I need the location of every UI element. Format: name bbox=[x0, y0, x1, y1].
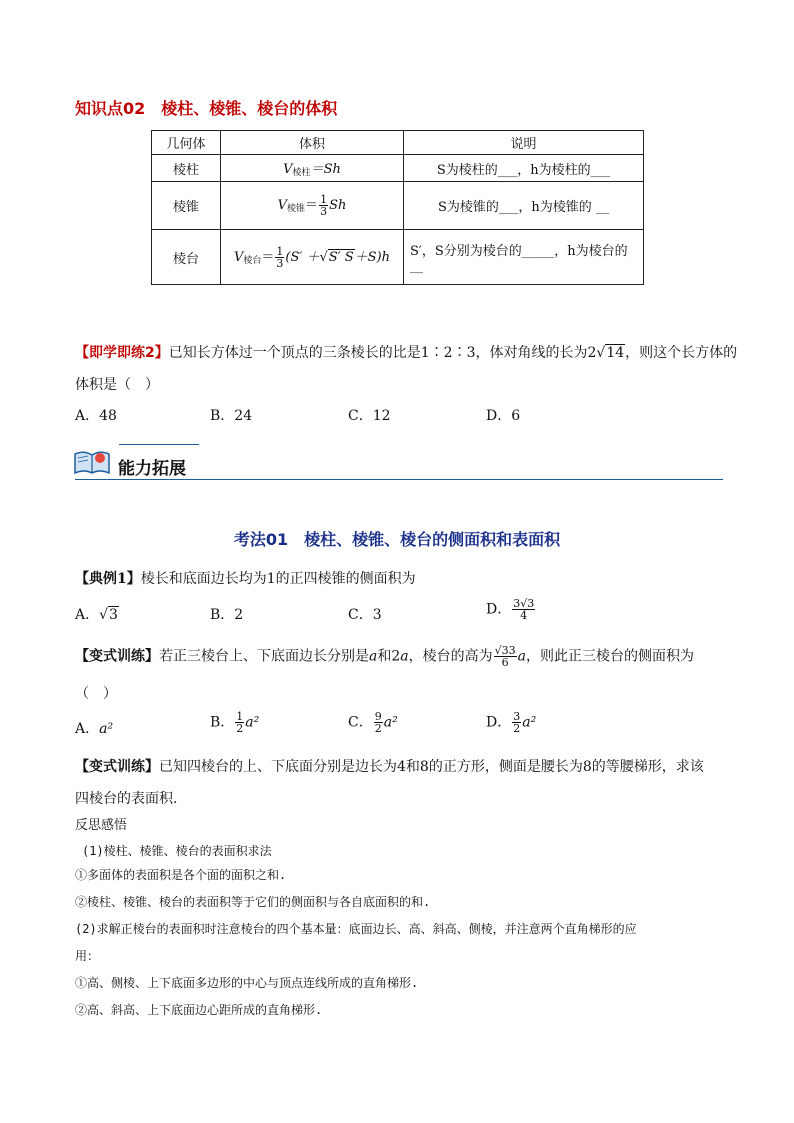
banner-rule bbox=[75, 479, 723, 480]
example-text: 棱长和底面边长均为1的正四棱锥的侧面积为 bbox=[140, 571, 416, 587]
v-symbol: V bbox=[277, 198, 288, 213]
desc-cell: S为棱柱的___，h为棱柱的___ bbox=[404, 155, 644, 182]
option-a[interactable]: A．a² bbox=[75, 721, 114, 737]
reflection-line: ②高、斜高、上下底面边心距所成的直角梯形. bbox=[75, 1003, 323, 1017]
table-row bbox=[152, 182, 644, 230]
variant-bracket: 【变式训练】 bbox=[75, 648, 159, 665]
variant2-question bbox=[75, 756, 704, 776]
option-b[interactable]: B． $\frac{1}{2}$ a² bbox=[210, 710, 260, 735]
table-row bbox=[152, 230, 644, 285]
table-header-desc: 说明 bbox=[404, 131, 644, 155]
option-a[interactable]: A．48 bbox=[75, 408, 117, 424]
section-title: 知识点02 棱柱、棱锥、棱台的体积 bbox=[75, 99, 338, 118]
option-c[interactable]: C． $\frac{9}{2}$ a² bbox=[348, 710, 398, 735]
example-question bbox=[75, 568, 416, 588]
shape-cell: 棱锥 bbox=[152, 182, 221, 230]
volume-cell: $V_{棱台}=$ $\frac{1}{3}$ (S′ ＋√S′ S＋S)h bbox=[221, 230, 404, 285]
volume-cell bbox=[221, 155, 404, 182]
volume-table bbox=[151, 130, 644, 285]
v-symbol: V bbox=[283, 162, 293, 177]
option-b[interactable]: B．2 bbox=[210, 607, 244, 623]
reflection-line: ①多面体的表面积是各个面的面积之和. bbox=[75, 868, 287, 882]
v-subscript: 棱锥 bbox=[287, 204, 306, 214]
practice-bracket: 【即学即练2】 bbox=[75, 345, 169, 361]
v-subscript: 棱台 bbox=[243, 255, 262, 266]
practice-text-2: ，则这个长方体的 bbox=[625, 345, 738, 361]
fraction: $\frac{1}{3}$ bbox=[320, 193, 328, 218]
shape-cell: 棱柱 bbox=[152, 155, 221, 182]
volume-cell: $V_{棱锥}=$ $\frac{1}{3}$ Sh bbox=[221, 182, 404, 230]
fraction: $\frac{3√3}{4}$ bbox=[513, 597, 535, 622]
reflection-line: (2)求解正棱台的表面积时注意棱台的四个基本量：底面边长、高、斜高、侧棱，并注意两个直角梯形的应 bbox=[75, 922, 637, 936]
v-formula: Sh bbox=[329, 198, 347, 213]
practice-question: 【即学即练2】已知长方体过一个顶点的三条棱长的比是1∶2∶3，体对角线的长为2√14，则这个长方体的 bbox=[75, 345, 738, 361]
v-formula: ＝Sh bbox=[310, 162, 341, 177]
sqrt-term: S′ S bbox=[328, 249, 354, 265]
practice-line2: 体积是（ ） bbox=[75, 377, 159, 393]
variant-line2: （ ） bbox=[75, 686, 117, 702]
reflection-line: ①高、侧棱、上下底面多边形的中心与顶点连线所成的直角梯形. bbox=[75, 976, 419, 990]
table-header-volume: 体积 bbox=[221, 131, 404, 155]
practice-text: 已知长方体过一个顶点的三条棱长的比是1∶2∶3，体对角线的长为2 bbox=[168, 345, 597, 361]
variant2-text: 已知四棱台的上、下底面分别是边长为4和8的正方形，侧面是腰长为8的等腰梯形，求该 bbox=[159, 759, 704, 775]
desc-cell: S为棱锥的___，h为棱锥的 __ bbox=[404, 182, 644, 230]
option-d[interactable]: D．6 bbox=[486, 408, 521, 424]
option-c[interactable]: C．3 bbox=[348, 607, 382, 623]
option-d[interactable]: D． $\frac{3}{2}$ a² bbox=[486, 710, 537, 735]
v-subscript: 棱柱 bbox=[292, 168, 311, 178]
shape-cell: 棱台 bbox=[152, 230, 221, 285]
book-icon bbox=[72, 446, 112, 476]
reflection-line: ②棱柱、棱锥、棱台的表面积等于它们的侧面积与各自底面积的和. bbox=[75, 895, 431, 909]
reflection-line: 用： bbox=[75, 949, 100, 963]
option-b[interactable]: B．24 bbox=[210, 408, 253, 424]
table-header-shape: 几何体 bbox=[152, 131, 221, 155]
reflection-line: (1)棱柱、棱锥、棱台的表面积求法 bbox=[82, 844, 272, 858]
option-c[interactable]: C．12 bbox=[348, 408, 391, 424]
example-bracket: 【典例1】 bbox=[75, 571, 141, 587]
reflection-title: 反思感悟 bbox=[75, 818, 128, 833]
v-formula-part: (S′ ＋ bbox=[285, 249, 320, 265]
option-a[interactable]: A．√3 bbox=[75, 607, 118, 623]
variant-question: 【变式训练】若正三棱台上、下底面边长分别是a和2a，棱台的高为 $\frac{√33}{6}$ a，则此正三棱台的侧面积为 bbox=[75, 644, 695, 669]
option-d[interactable]: D． $\frac{3√3}{4}$ bbox=[486, 597, 535, 622]
sqrt-term: 14 bbox=[606, 345, 625, 361]
banner-label: 能力拓展 bbox=[118, 459, 186, 479]
variant2-line2: 四棱台的表面积. bbox=[75, 791, 178, 807]
v-symbol: V bbox=[233, 249, 244, 265]
desc-cell: S′，S分别为棱台的_____，h为棱台的__ bbox=[404, 230, 644, 285]
variant-bracket: 【变式训练】 bbox=[75, 759, 159, 775]
fraction: $\frac{1}{3}$ bbox=[276, 244, 284, 270]
table-header-row bbox=[152, 131, 644, 155]
v-formula-part: ＋S)h bbox=[354, 249, 391, 265]
fraction: $\frac{√33}{6}$ bbox=[494, 644, 516, 669]
banner-accent-line bbox=[119, 444, 199, 445]
method-title: 考法01 棱柱、棱锥、棱台的侧面积和表面积 bbox=[233, 530, 561, 549]
table-row bbox=[152, 155, 644, 182]
